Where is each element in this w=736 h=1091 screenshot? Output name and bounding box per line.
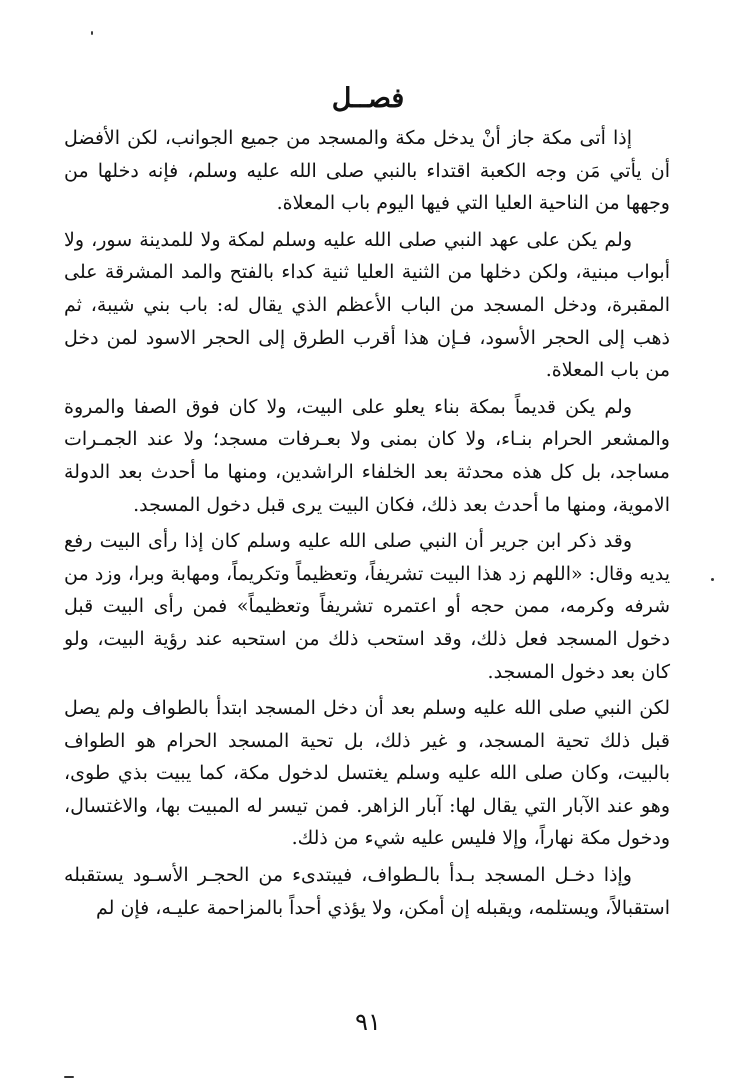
page-number: ٩١ (355, 1008, 381, 1036)
paragraph-4: وقد ذكر ابن جرير أن النبي صلى الله عليه وسلم كان إذا رأى البيت رفع يديه وقال: «اللهم زد هذا البيت تشريفاً، وتعظيماً وتكريماً، ومهابة وبرا، وزد من شرفه وكرمه، ممن حجه أو اعتمره تشريفاً وتعظيماً» فمن رأى البيت قبل دخول المسجد فعل ذلك، وقد استحب ذلك من استحبه عند رؤية البيت، ولو كان بعد دخول المسجد. (64, 530, 670, 683)
paragraph-6: وإذا دخـل المسجد بـدأ بالـطواف، فيبتدىء من الحجـر الأسـود يستقبله استقبالاً، ويستلمه، ويقبله إن أمكن، ولا يؤذي أحداً بالمزاحمة عليـه، فإن لم (64, 864, 670, 919)
section-title: فصــل (331, 83, 405, 114)
scan-speck (711, 578, 714, 581)
paragraph-3: ولم يكن قديماً بمكة بناء يعلو على البيت، ولا كان فوق الصفا والمروة والمشعر الحرام بنـاء، ولا كان بمنى ولا بعـرفات مسجد؛ ولا عند الجمـرات مساجد، بل كل هذه محدثة بعد الخلفاء الراشدين، ومنها ما أحدث بعد الدولة الاموية، ومنها ما أحدث بعد ذلك، فكان البيت يرى قبل دخول المسجد. (64, 395, 670, 516)
scan-speck (64, 1076, 74, 1078)
paragraph-5: لكن النبي صلى الله عليه وسلم بعد أن دخل المسجد ابتدأ بالطواف ولم يصل قبل ذلك تحية المسجد، و غير ذلك، بل تحية المسجد الحرام هو الطواف بالبيت، وكان صلى الله عليه وسلم يغتسل لدخول مكة، كما يبيت بذي طوى، وهو عند الآبار التي يقال لها: آبار الزاهر. فمن تيسر له المبيت بها، والاغتسال، ودخول مكة نهاراً، وإلا فليس عليه شيء من ذلك. (64, 697, 670, 850)
paragraph-1: إذا أتى مكة جاز أنْ يدخل مكة والمسجد من جميع الجوانب، لكن الأفضل أن يأتي مَن وجه الكعبة اقتداء بالنبي صلى الله عليه وسلم، فإنه دخلها من وجهها من الناحية العليا التي فيها اليوم باب المعلاة. (64, 127, 670, 215)
paragraph-2: ولم يكن على عهد النبي صلى الله عليه وسلم لمكة ولا للمدينة سور، ولا أبواب مبنية، ولكن دخلها من الثنية العليا ثنية كداء بالفتح والمد المشرقة على المقبرة، ودخل المسجد من الباب الأعظم الذي يقال له: باب بني شيبة، ثم ذهب إلى الحجر الأسود، فـإن هذا أقرب الطرق إلى الحجر الاسود لمن دخل من باب المعلاة. (64, 228, 670, 382)
scan-speck (91, 31, 93, 35)
body-text (64, 122, 670, 928)
